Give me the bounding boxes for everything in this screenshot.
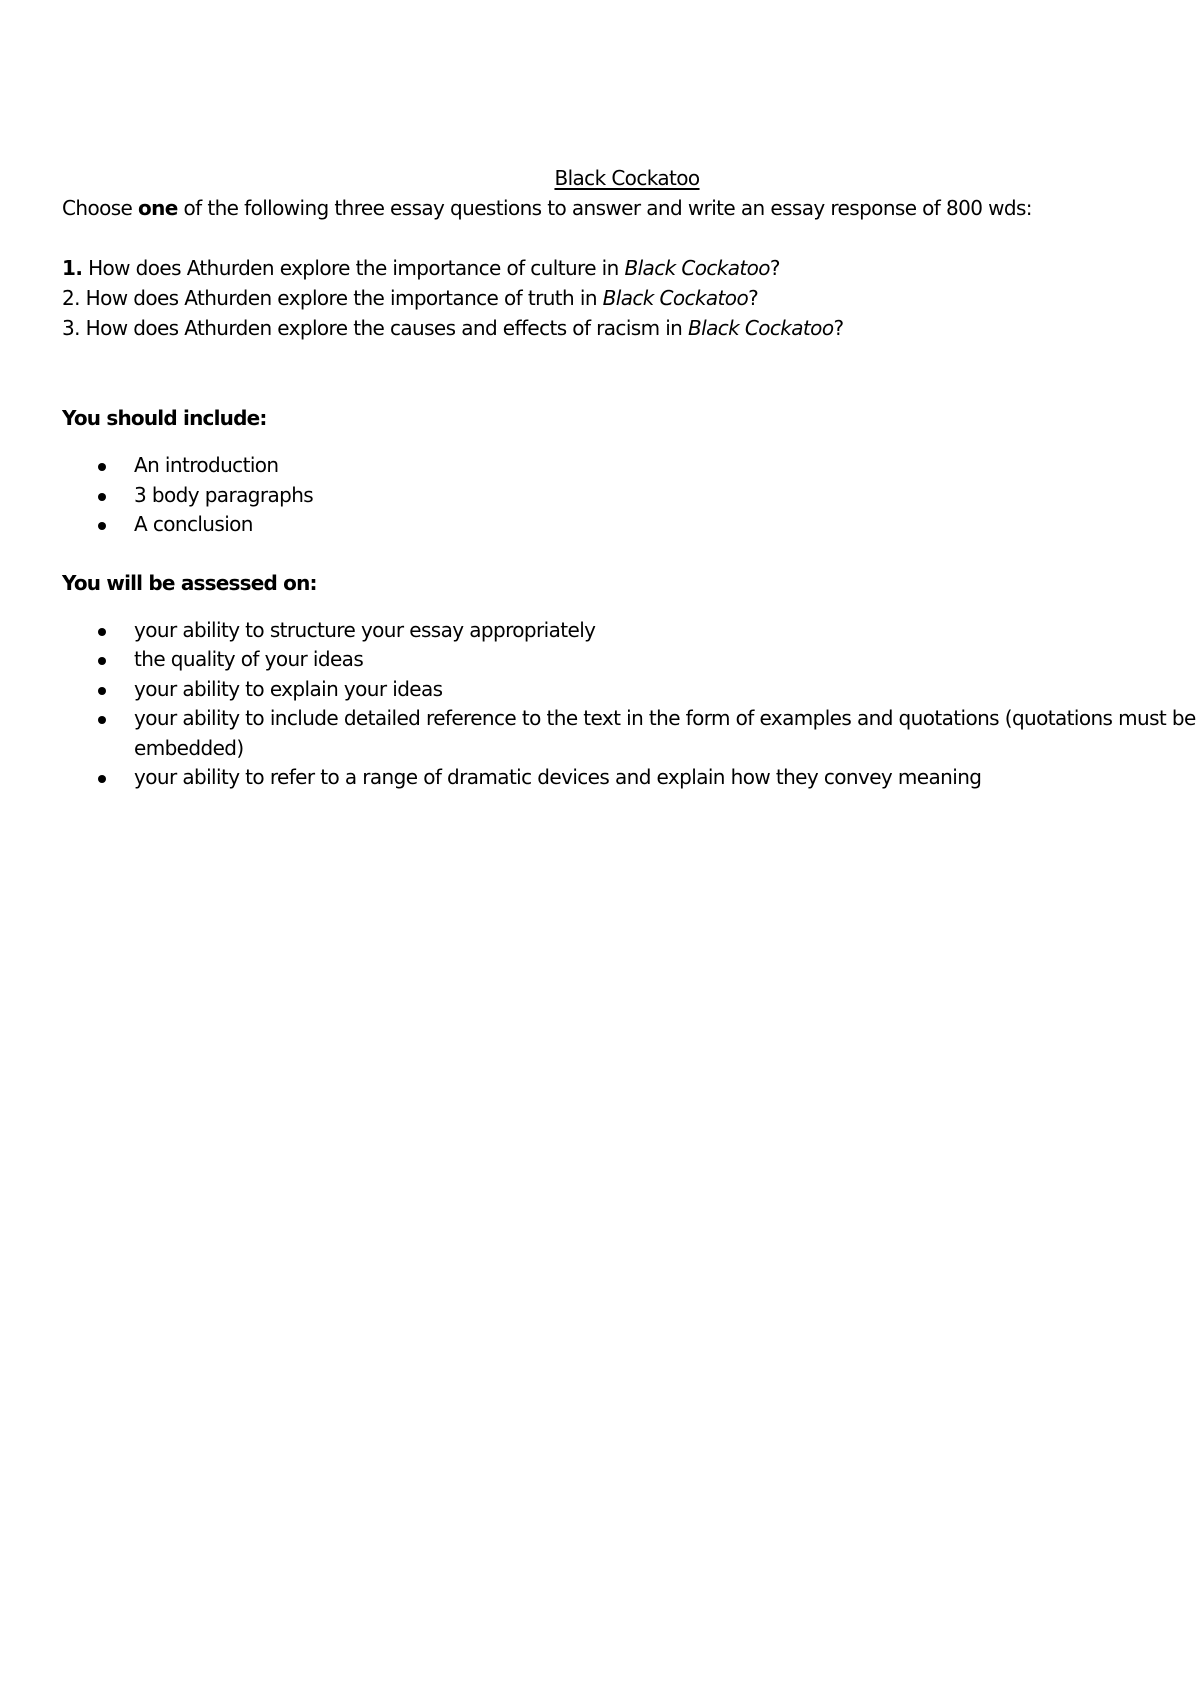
list-item-text: your ability to refer to a range of dramatic devices and explain how they convey meaning <box>134 765 982 789</box>
question-text: How does Athurden explore the importance of culture in <box>82 256 625 280</box>
bullet-icon <box>98 657 106 665</box>
question-number: 1. <box>62 256 83 280</box>
list-item <box>62 510 1200 540</box>
list-item-text: your ability to include detailed reference to the text in the form of examples and quotations (quotations must be embedded) <box>134 706 1196 760</box>
document-page <box>62 163 1196 793</box>
question-end: ? <box>748 286 759 310</box>
list-item <box>62 451 1200 481</box>
include-heading: You should include: <box>62 406 267 430</box>
spacer <box>62 223 1162 253</box>
bullet-icon <box>98 628 106 636</box>
question-end: ? <box>769 256 780 280</box>
instructions-text-start: Choose <box>62 196 138 220</box>
bullet-icon <box>98 522 106 530</box>
list-item <box>62 704 1200 763</box>
bullet-icon <box>98 463 106 471</box>
list-item-text: An introduction <box>134 453 279 477</box>
work-title: Black Cockatoo <box>602 286 749 310</box>
question-text: How does Athurden explore the importance of truth in <box>79 286 603 310</box>
bullet-icon <box>98 493 106 501</box>
list-item <box>62 675 1200 705</box>
spacer <box>62 433 1162 451</box>
list-item-text: the quality of your ideas <box>134 647 364 671</box>
question-text: How does Athurden explore the causes and effects of racism in <box>79 316 689 340</box>
include-list <box>62 451 1162 540</box>
spacer <box>62 598 1162 616</box>
question-2 <box>62 283 1162 313</box>
spacer <box>62 540 1162 568</box>
list-item-text: your ability to explain your ideas <box>134 676 443 701</box>
list-item <box>62 645 1200 675</box>
question-number: 2. <box>62 286 80 310</box>
question-1 <box>62 253 1162 283</box>
list-item <box>62 763 1200 793</box>
question-3 <box>62 313 1162 343</box>
bullet-icon <box>98 687 106 695</box>
instructions-text-end: of the following three essay questions to answer and write an essay response of 800 wds: <box>177 196 1032 220</box>
list-item-text: A conclusion <box>134 512 253 536</box>
list-item <box>62 481 1200 511</box>
bullet-icon <box>98 775 106 783</box>
work-title: Black Cockatoo <box>688 316 834 340</box>
work-title: Black Cockatoo <box>624 256 770 280</box>
document-title: Black Cockatoo <box>554 166 700 190</box>
bullet-icon <box>98 716 106 724</box>
question-end: ? <box>833 316 844 340</box>
list-item-text: 3 body paragraphs <box>134 482 314 507</box>
list-item <box>62 616 1200 646</box>
assessed-list <box>62 616 1196 793</box>
assessed-heading: You will be assessed on: <box>62 570 317 595</box>
instructions-line <box>62 193 1162 223</box>
question-number: 3. <box>62 316 80 340</box>
spacer <box>62 343 1162 403</box>
instructions-emphasis: one <box>138 196 178 220</box>
list-item-text: your ability to structure your essay appropriately <box>134 617 596 642</box>
